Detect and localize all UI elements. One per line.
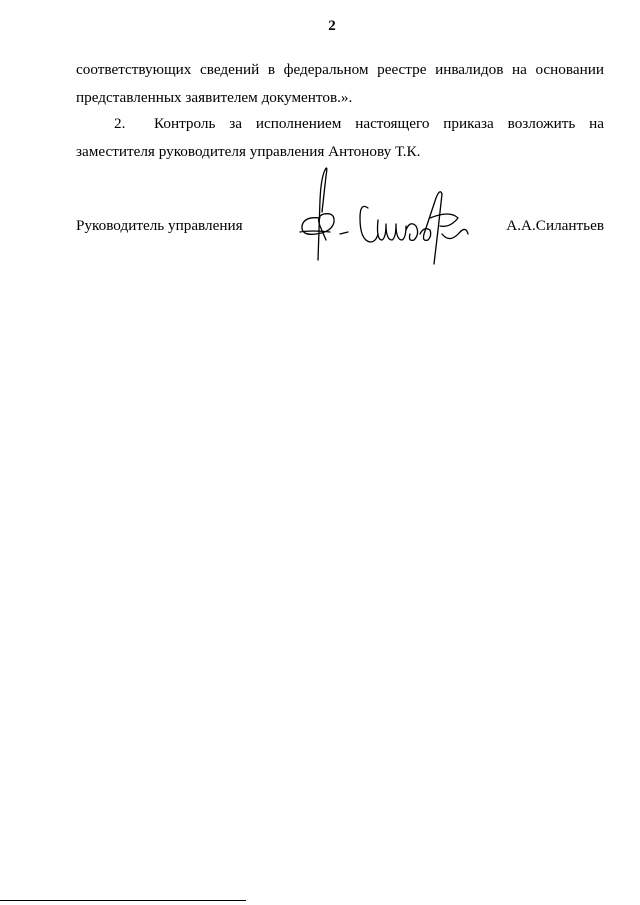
signatory-position: Руководитель управления: [76, 217, 243, 234]
item-text-continuation: заместителя руководителя управления Антонову Т.К.: [76, 143, 421, 160]
paragraph-line: соответствующих сведений в федеральном реестре инвалидов на основании: [76, 61, 604, 78]
signature-row: [76, 212, 604, 240]
page-number: 2: [328, 18, 336, 34]
paragraph-continuation: [76, 56, 604, 112]
paragraph-line: представленных заявителем документов.».: [76, 89, 353, 106]
item-number: 2.: [114, 115, 126, 132]
item-text: Контроль за исполнением настоящего приказа возложить на: [154, 115, 604, 132]
item-first-line: [76, 110, 604, 138]
footer-rule: [0, 900, 246, 901]
numbered-item-2: [76, 110, 604, 166]
signatory-name: А.А.Силантьев: [506, 217, 604, 234]
